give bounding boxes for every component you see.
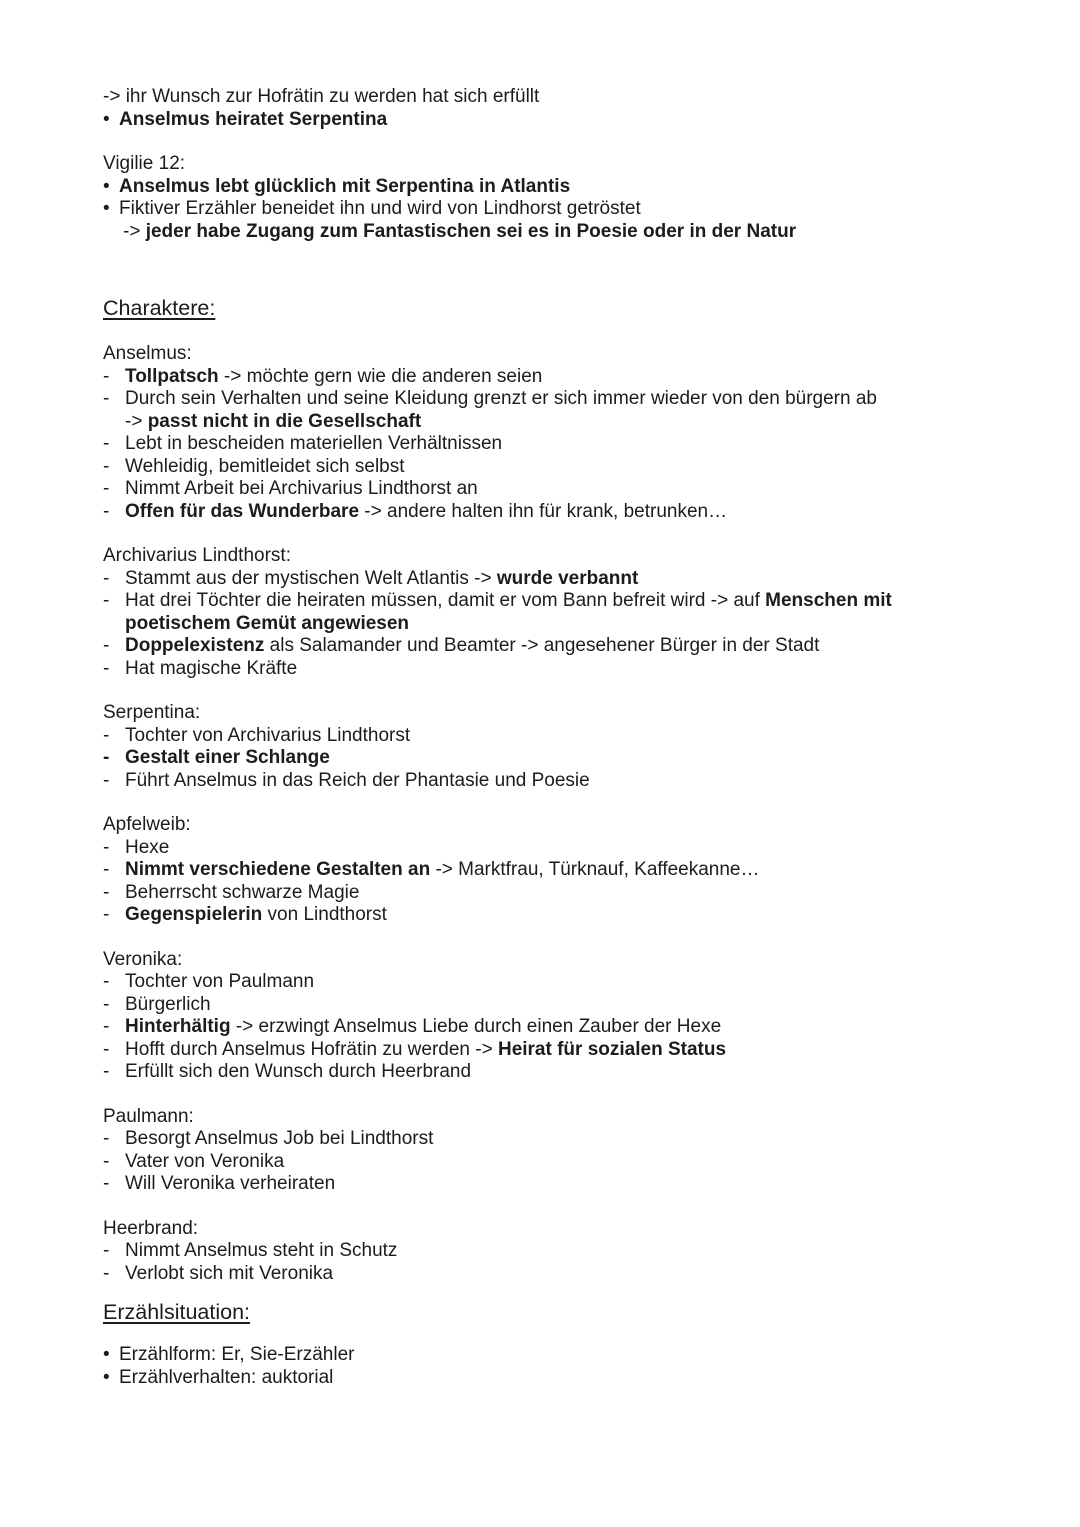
dash-icon: -: [103, 455, 110, 477]
dash-icon: -: [103, 904, 110, 925]
arrow-line: [103, 221, 983, 244]
arrow-line: [103, 86, 983, 109]
arrow-bold-text: jeder habe Zugang zum Fantastischen sei es in Poesie oder in der Natur: [145, 220, 797, 242]
item-text: Nimmt Arbeit bei Archivarius Lindthorst an: [125, 478, 478, 499]
dash-icon: -: [103, 500, 110, 522]
list-item: [103, 590, 983, 613]
dash-icon: -: [103, 590, 110, 611]
list-item: [103, 568, 983, 591]
dash-icon: -: [103, 1038, 110, 1060]
list-item: [103, 971, 983, 994]
list-item: [103, 1263, 983, 1286]
character-name-apfelweib: Apfelweib:: [103, 814, 191, 835]
dash-icon: -: [103, 1128, 110, 1149]
list-item: [103, 859, 983, 882]
item-bold: Gegenspielerin: [125, 904, 263, 925]
dash-icon: -: [103, 635, 110, 656]
item-text: Verlobt sich mit Veronika: [125, 1262, 334, 1284]
dash-icon: -: [103, 478, 110, 499]
bullet-item: [103, 1367, 983, 1390]
item-bold: passt nicht in die Gesellschaft: [147, 410, 422, 432]
item-bold: Offen für das Wunderbare: [125, 500, 360, 522]
item-text: Beherrscht schwarze Magie: [125, 881, 360, 903]
list-item: [103, 747, 983, 770]
list-item: [103, 1061, 983, 1084]
item-text: Erfüllt sich den Wunsch durch Heerbrand: [125, 1061, 472, 1082]
arrow-text: -> ihr Wunsch zur Hofrätin zu werden hat sich erfüllt: [103, 86, 540, 107]
list-item: [103, 456, 983, 479]
bullet-text: Erzählform: Er, Sie-Erzähler: [119, 1344, 355, 1365]
bullet-icon: •: [103, 1366, 110, 1388]
item-bold: poetischem Gemüt angewiesen: [125, 612, 410, 634]
character-name-anselmus: Anselmus:: [103, 343, 192, 364]
item-text: -> andere halten ihn für krank, betrunken…: [359, 500, 728, 522]
item-text: ->: [125, 410, 148, 432]
item-text: Durch sein Verhalten und seine Kleidung grenzt er sich immer wieder von den bürgern ab: [125, 388, 877, 409]
dash-icon: -: [103, 1016, 110, 1037]
item-bold: Gestalt einer Schlange: [125, 747, 330, 768]
bullet-icon: •: [103, 1344, 110, 1365]
heading-charaktere: Charaktere:: [103, 296, 216, 320]
document-page: [103, 86, 983, 1389]
item-text: -> erzwingt Anselmus Liebe durch einen Zauber der Hexe: [230, 1016, 722, 1037]
item-text: Will Veronika verheiraten: [125, 1173, 336, 1194]
item-text: von Lindthorst: [262, 904, 387, 925]
item-bold: Menschen mit: [765, 590, 892, 611]
list-item: [103, 1173, 983, 1196]
character-name-serpentina: Serpentina:: [103, 702, 201, 723]
item-text: Hat magische Kräfte: [125, 657, 298, 679]
dash-icon: -: [103, 657, 110, 679]
list-item: [103, 770, 983, 793]
item-text: Stammt aus der mystischen Welt Atlantis ->: [125, 567, 497, 589]
list-item: [103, 1240, 983, 1263]
list-item: [103, 433, 983, 456]
heading-erzaehlsituation: Erzählsituation:: [103, 1300, 250, 1324]
list-item: [103, 1039, 983, 1062]
item-text: Nimmt Anselmus steht in Schutz: [125, 1240, 398, 1261]
list-item: [103, 366, 983, 389]
character-name-veronika: Veronika:: [103, 948, 183, 970]
list-item: [103, 882, 983, 905]
item-bold: Tollpatsch: [125, 365, 219, 387]
dash-icon: -: [103, 769, 110, 791]
list-item: [103, 904, 983, 927]
dash-icon: -: [103, 724, 110, 746]
character-name-lindhorst: Archivarius Lindthorst:: [103, 545, 291, 566]
dash-icon: -: [103, 881, 110, 903]
list-item: [103, 837, 983, 860]
item-bold: Heirat für sozialen Status: [497, 1038, 727, 1060]
dash-icon: -: [103, 1173, 110, 1194]
bullet-item: [103, 1344, 983, 1367]
item-text: Führt Anselmus in das Reich der Phantasie und Poesie: [125, 769, 590, 791]
dash-icon: -: [103, 747, 110, 768]
list-item-continuation: [103, 411, 983, 434]
item-text: Tochter von Paulmann: [125, 971, 315, 992]
dash-icon: -: [103, 836, 110, 858]
item-text: Hexe: [125, 836, 170, 858]
bullet-icon: •: [103, 198, 110, 219]
character-name-heerbrand: Heerbrand:: [103, 1217, 199, 1239]
item-text: -> Marktfrau, Türknauf, Kaffeekanne…: [430, 859, 760, 880]
list-item: [103, 1016, 983, 1039]
dash-icon: -: [103, 365, 110, 387]
bullet-item: [103, 109, 983, 132]
dash-icon: -: [103, 859, 110, 880]
dash-icon: -: [103, 1061, 110, 1082]
dash-icon: -: [103, 971, 110, 992]
list-item: [103, 1151, 983, 1174]
character-name-paulmann: Paulmann:: [103, 1105, 194, 1127]
list-item: [103, 994, 983, 1017]
bullet-item: [103, 198, 983, 221]
dash-icon: -: [103, 567, 110, 589]
item-bold: Doppelexistenz: [125, 635, 265, 656]
item-bold: Nimmt verschiedene Gestalten an: [125, 859, 431, 880]
dash-icon: -: [103, 1150, 110, 1172]
list-item: [103, 478, 983, 501]
item-text: Besorgt Anselmus Job bei Lindthorst: [125, 1128, 434, 1149]
bullet-icon: •: [103, 175, 110, 197]
item-text: Bürgerlich: [125, 993, 211, 1015]
bullet-text: Fiktiver Erzähler beneidet ihn und wird von Lindhorst getröstet: [119, 198, 641, 219]
list-item: [103, 725, 983, 748]
arrow-prefix: ->: [123, 220, 146, 242]
item-text: Wehleidig, bemitleidet sich selbst: [125, 455, 405, 477]
bullet-item: [103, 176, 983, 199]
bullet-text: Anselmus lebt glücklich mit Serpentina in Atlantis: [119, 175, 571, 197]
list-item: [103, 635, 983, 658]
dash-icon: -: [103, 433, 110, 454]
list-item: [103, 388, 983, 411]
dash-icon: -: [103, 993, 110, 1015]
item-bold: wurde verbannt: [496, 567, 639, 589]
section-title-vigilie-12: Vigilie 12:: [103, 153, 186, 174]
list-item: [103, 658, 983, 681]
item-text: Hat drei Töchter die heiraten müssen, damit er vom Bann befreit wird -> auf: [125, 590, 766, 611]
bullet-text: Anselmus heiratet Serpentina: [119, 108, 388, 130]
list-item-continuation: [103, 613, 983, 636]
dash-icon: -: [103, 1262, 110, 1284]
item-text: Hofft durch Anselmus Hofrätin zu werden ->: [125, 1038, 498, 1060]
item-text: als Salamander und Beamter -> angesehener Bürger in der Stadt: [264, 635, 820, 656]
item-text: -> möchte gern wie die anderen seien: [218, 365, 543, 387]
dash-icon: -: [103, 1240, 110, 1261]
dash-icon: -: [103, 388, 110, 409]
item-bold: Hinterhältig: [125, 1016, 231, 1037]
item-text: Vater von Veronika: [125, 1150, 285, 1172]
bullet-text: Erzählverhalten: auktorial: [119, 1366, 334, 1388]
bullet-icon: •: [103, 108, 110, 130]
list-item: [103, 1128, 983, 1151]
list-item: [103, 501, 983, 524]
item-text: Tochter von Archivarius Lindthorst: [125, 724, 411, 746]
item-text: Lebt in bescheiden materiellen Verhältnissen: [125, 433, 503, 454]
